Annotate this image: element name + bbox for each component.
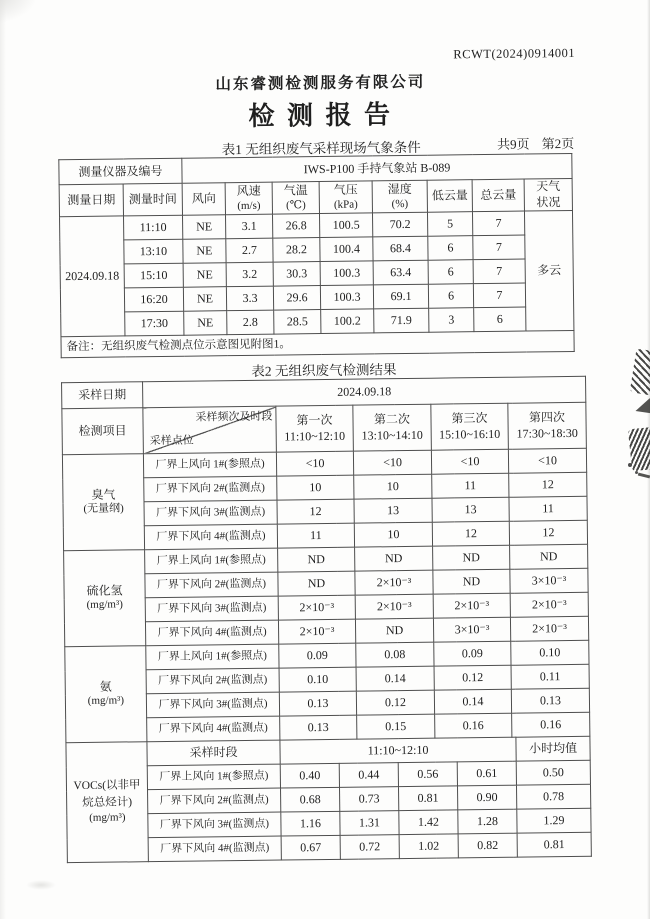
item-label: 检测项目 bbox=[62, 408, 144, 455]
scan-corner-shade bbox=[0, 0, 38, 24]
col-header-temp: 气温 (℃) bbox=[272, 182, 319, 215]
value-cell: 0.11 bbox=[511, 664, 589, 689]
low-cloud-value: 5 bbox=[427, 212, 472, 237]
value-cell: 1.16 bbox=[281, 811, 340, 836]
site-label: 厂界上风向 1#(参照点) bbox=[147, 764, 280, 790]
wind-dir-value: NE bbox=[183, 239, 226, 264]
value-cell: 0.61 bbox=[457, 761, 516, 786]
value-cell: 0.40 bbox=[280, 763, 339, 788]
total-cloud-value: 7 bbox=[473, 283, 525, 308]
pollutant-name: 臭气 (无量纲) bbox=[62, 454, 144, 551]
value-cell: 10 bbox=[354, 522, 432, 547]
weather-conditions-table bbox=[58, 153, 574, 358]
value-cell: 12 bbox=[509, 472, 587, 497]
value-cell: 13 bbox=[432, 497, 509, 522]
value-cell: 0.73 bbox=[340, 787, 399, 812]
site-label: 厂界下风向 2#(监测点) bbox=[145, 572, 278, 598]
col-header-weather: 天气 状况 bbox=[524, 178, 572, 211]
value-cell: 0.09 bbox=[434, 641, 511, 666]
temp-value: 28.2 bbox=[273, 238, 320, 263]
value-cell: 0.13 bbox=[280, 715, 357, 740]
value-cell: 0.14 bbox=[356, 666, 434, 691]
value-cell: 0.81 bbox=[398, 786, 457, 811]
temp-value: 28.5 bbox=[274, 310, 321, 335]
site-label: 厂界下风向 4#(监测点) bbox=[144, 524, 277, 550]
vocs-period-label: 采样时段 bbox=[147, 740, 280, 766]
measure-time: 13:10 bbox=[124, 239, 183, 264]
value-cell: ND bbox=[355, 618, 433, 643]
avg-value-cell: 0.50 bbox=[516, 760, 590, 785]
value-cell: 0.16 bbox=[512, 712, 590, 737]
diagonal-header bbox=[143, 406, 277, 454]
pollutant-name: 硫化氢 (mg/m³) bbox=[64, 550, 146, 647]
value-cell: 11 bbox=[509, 496, 587, 521]
wind-dir-value: NE bbox=[183, 215, 226, 240]
period-header-2: 第二次 13:10~14:10 bbox=[353, 404, 432, 451]
col-header-time: 测量时间 bbox=[123, 183, 182, 216]
humidity-value: 68.4 bbox=[373, 236, 428, 261]
wind-dir-value: NE bbox=[184, 311, 227, 336]
report-title: 检 测 报 告 bbox=[248, 100, 394, 131]
site-label: 厂界上风向 1#(参照点) bbox=[146, 644, 279, 670]
low-cloud-value: 3 bbox=[429, 308, 474, 333]
diag-bottom-label: 采样点位 bbox=[149, 434, 194, 448]
site-label: 厂界下风向 3#(监测点) bbox=[145, 596, 278, 622]
pressure-value: 100.3 bbox=[320, 261, 373, 286]
col-header-date: 测量日期 bbox=[59, 184, 123, 217]
value-cell: 0.13 bbox=[279, 691, 356, 716]
avg-value-cell: 0.81 bbox=[517, 832, 591, 857]
site-label: 厂界下风向 4#(监测点) bbox=[148, 836, 281, 862]
value-cell: 2×10⁻³ bbox=[510, 592, 588, 617]
period-header-4: 第四次 17:30~18:30 bbox=[508, 402, 587, 449]
report-number: RCWT(2024)0914001 bbox=[453, 45, 576, 62]
value-cell: ND bbox=[278, 547, 355, 572]
value-cell: 2×10⁻³ bbox=[433, 593, 510, 618]
pollutant-name-vocs: VOCs(以非甲烷总烃计) (mg/m³) bbox=[66, 742, 148, 863]
col-header-total-cloud: 总云量 bbox=[472, 179, 524, 212]
measure-time: 16:20 bbox=[124, 287, 183, 312]
pressure-value: 100.2 bbox=[321, 309, 374, 334]
value-cell: 12 bbox=[277, 499, 354, 524]
avg-value-cell: 1.29 bbox=[517, 808, 591, 833]
value-cell: 0.82 bbox=[458, 833, 517, 858]
value-cell: <10 bbox=[276, 451, 353, 476]
pressure-value: 100.3 bbox=[320, 285, 373, 310]
value-cell: 0.67 bbox=[281, 835, 340, 860]
value-cell: 12 bbox=[509, 520, 587, 545]
value-cell: 1.02 bbox=[399, 834, 458, 859]
detection-results-table bbox=[61, 376, 592, 863]
humidity-value: 63.4 bbox=[373, 260, 428, 285]
humidity-value: 71.9 bbox=[374, 308, 429, 333]
wind-dir-value: NE bbox=[183, 263, 226, 288]
value-cell: 1.31 bbox=[340, 811, 399, 836]
wind-speed-value: 2.7 bbox=[226, 238, 273, 263]
value-cell: 0.10 bbox=[279, 667, 356, 692]
value-cell: 2×10⁻³ bbox=[278, 595, 355, 620]
site-label: 厂界下风向 3#(监测点) bbox=[144, 500, 277, 526]
wind-speed-value: 2.8 bbox=[227, 310, 274, 335]
value-cell: 2×10⁻³ bbox=[355, 594, 433, 619]
wind-speed-value: 3.1 bbox=[226, 214, 273, 239]
measure-time: 15:10 bbox=[124, 263, 183, 288]
value-cell: 0.12 bbox=[356, 690, 434, 715]
diag-top-label: 采样频次及时段 bbox=[195, 410, 273, 424]
table2-caption: 表2 无组织废气检测结果 bbox=[251, 362, 397, 379]
avg-value-cell: 0.78 bbox=[516, 784, 590, 809]
note-text: 备注：无组织废气检测点位示意图见附图1。 bbox=[61, 331, 574, 358]
low-cloud-value: 6 bbox=[428, 284, 473, 309]
value-cell: ND bbox=[278, 571, 355, 596]
pollutant-name: 氨 (mg/m³) bbox=[65, 646, 147, 743]
value-cell: 0.68 bbox=[281, 787, 340, 812]
value-cell: 0.72 bbox=[340, 835, 399, 860]
site-label: 厂界上风向 1#(参照点) bbox=[143, 452, 276, 478]
total-cloud-value: 6 bbox=[474, 307, 526, 332]
measure-date: 2024.09.18 bbox=[60, 216, 125, 337]
site-label: 厂界下风向 3#(监测点) bbox=[148, 812, 281, 838]
value-cell: 0.14 bbox=[434, 689, 511, 714]
period-header-1: 第一次 11:10~12:10 bbox=[276, 405, 354, 452]
ink-mark-triangle bbox=[633, 398, 650, 418]
site-label: 厂界下风向 2#(监测点) bbox=[148, 788, 281, 814]
wind-speed-value: 3.2 bbox=[226, 262, 273, 287]
value-cell: 2×10⁻³ bbox=[355, 570, 433, 595]
low-cloud-value: 6 bbox=[428, 260, 473, 285]
company-name: 山东睿测检测服务有限公司 bbox=[215, 73, 426, 94]
value-cell: <10 bbox=[508, 448, 586, 473]
value-cell: 0.08 bbox=[356, 642, 434, 667]
col-header-wind-speed: 风速 (m/s) bbox=[225, 182, 272, 215]
value-cell: 0.09 bbox=[279, 643, 356, 668]
sample-date-label: 采样日期 bbox=[62, 382, 143, 409]
vocs-period-value: 11:10~12:10 bbox=[280, 737, 516, 764]
value-cell: 3×10⁻³ bbox=[510, 568, 588, 593]
value-cell: 0.44 bbox=[339, 763, 398, 788]
site-label: 厂界下风向 3#(监测点) bbox=[146, 692, 279, 718]
col-header-wind-dir: 风向 bbox=[182, 183, 225, 216]
value-cell: 0.10 bbox=[511, 640, 589, 665]
site-label: 厂界下风向 4#(监测点) bbox=[147, 716, 280, 742]
value-cell: 11 bbox=[277, 523, 354, 548]
value-cell: 11 bbox=[432, 473, 509, 498]
col-header-humidity: 湿度 (%) bbox=[372, 180, 427, 213]
instrument-value: IWS-P100 手持气象站 B-089 bbox=[182, 153, 572, 183]
ink-dot bbox=[628, 463, 632, 467]
pressure-value: 100.5 bbox=[320, 213, 373, 238]
temp-value: 26.8 bbox=[273, 214, 320, 239]
value-cell: 13 bbox=[354, 498, 432, 523]
page-number: 第2页 bbox=[541, 135, 575, 152]
value-cell: 3×10⁻³ bbox=[433, 617, 510, 642]
value-cell: 0.13 bbox=[511, 688, 589, 713]
temp-value: 29.6 bbox=[273, 286, 320, 311]
col-header-low-cloud: 低云量 bbox=[427, 180, 472, 213]
value-cell: 0.16 bbox=[435, 713, 512, 738]
value-cell: 0.15 bbox=[357, 714, 435, 739]
humidity-value: 70.2 bbox=[373, 212, 428, 237]
total-cloud-value: 7 bbox=[473, 259, 525, 284]
measure-time: 11:10 bbox=[124, 215, 183, 240]
value-cell: 0.56 bbox=[398, 762, 457, 787]
value-cell: 10 bbox=[354, 474, 432, 499]
table1-caption: 表1 无组织废气采样现场气象条件 bbox=[221, 139, 421, 158]
site-label: 厂界上风向 1#(参照点) bbox=[145, 548, 278, 574]
period-header-3: 第三次 15:10~16:10 bbox=[431, 403, 509, 450]
instrument-label: 测量仪器及编号 bbox=[59, 158, 182, 185]
site-label: 厂界下风向 4#(监测点) bbox=[145, 620, 278, 646]
weather-value: 多云 bbox=[524, 211, 574, 332]
value-cell: ND bbox=[355, 546, 433, 571]
value-cell: 10 bbox=[277, 475, 354, 500]
page-count: 共9页 bbox=[497, 136, 530, 152]
page-info bbox=[485, 133, 574, 153]
value-cell: ND bbox=[433, 569, 510, 594]
scan-smudge bbox=[26, 880, 56, 890]
site-label: 厂界下风向 2#(监测点) bbox=[146, 668, 279, 694]
value-cell: <10 bbox=[353, 450, 431, 475]
value-cell: 0.90 bbox=[457, 785, 516, 810]
measure-time: 17:30 bbox=[125, 311, 184, 336]
value-cell: 2×10⁻³ bbox=[278, 619, 355, 644]
total-cloud-value: 7 bbox=[473, 235, 525, 260]
temp-value: 30.3 bbox=[273, 262, 320, 287]
value-cell: ND bbox=[433, 545, 510, 570]
humidity-value: 69.1 bbox=[373, 284, 428, 309]
value-cell: 1.28 bbox=[458, 809, 517, 834]
site-label: 厂界下风向 2#(监测点) bbox=[144, 476, 277, 502]
wind-dir-value: NE bbox=[183, 287, 226, 312]
value-cell: 2×10⁻³ bbox=[510, 616, 588, 641]
pressure-value: 100.4 bbox=[320, 237, 373, 262]
hour-avg-label: 小时均值 bbox=[516, 736, 590, 761]
wind-speed-value: 3.3 bbox=[226, 286, 273, 311]
low-cloud-value: 6 bbox=[428, 236, 473, 261]
value-cell: ND bbox=[510, 544, 588, 569]
value-cell: <10 bbox=[431, 449, 508, 474]
page-edge-left bbox=[0, 0, 6, 919]
value-cell: 0.12 bbox=[434, 665, 511, 690]
sample-date-value: 2024.09.18 bbox=[143, 376, 586, 407]
col-header-pressure: 气压 (kPa) bbox=[319, 181, 372, 214]
total-cloud-value: 7 bbox=[472, 211, 524, 236]
value-cell: 1.42 bbox=[399, 810, 458, 835]
value-cell: 12 bbox=[432, 521, 509, 546]
